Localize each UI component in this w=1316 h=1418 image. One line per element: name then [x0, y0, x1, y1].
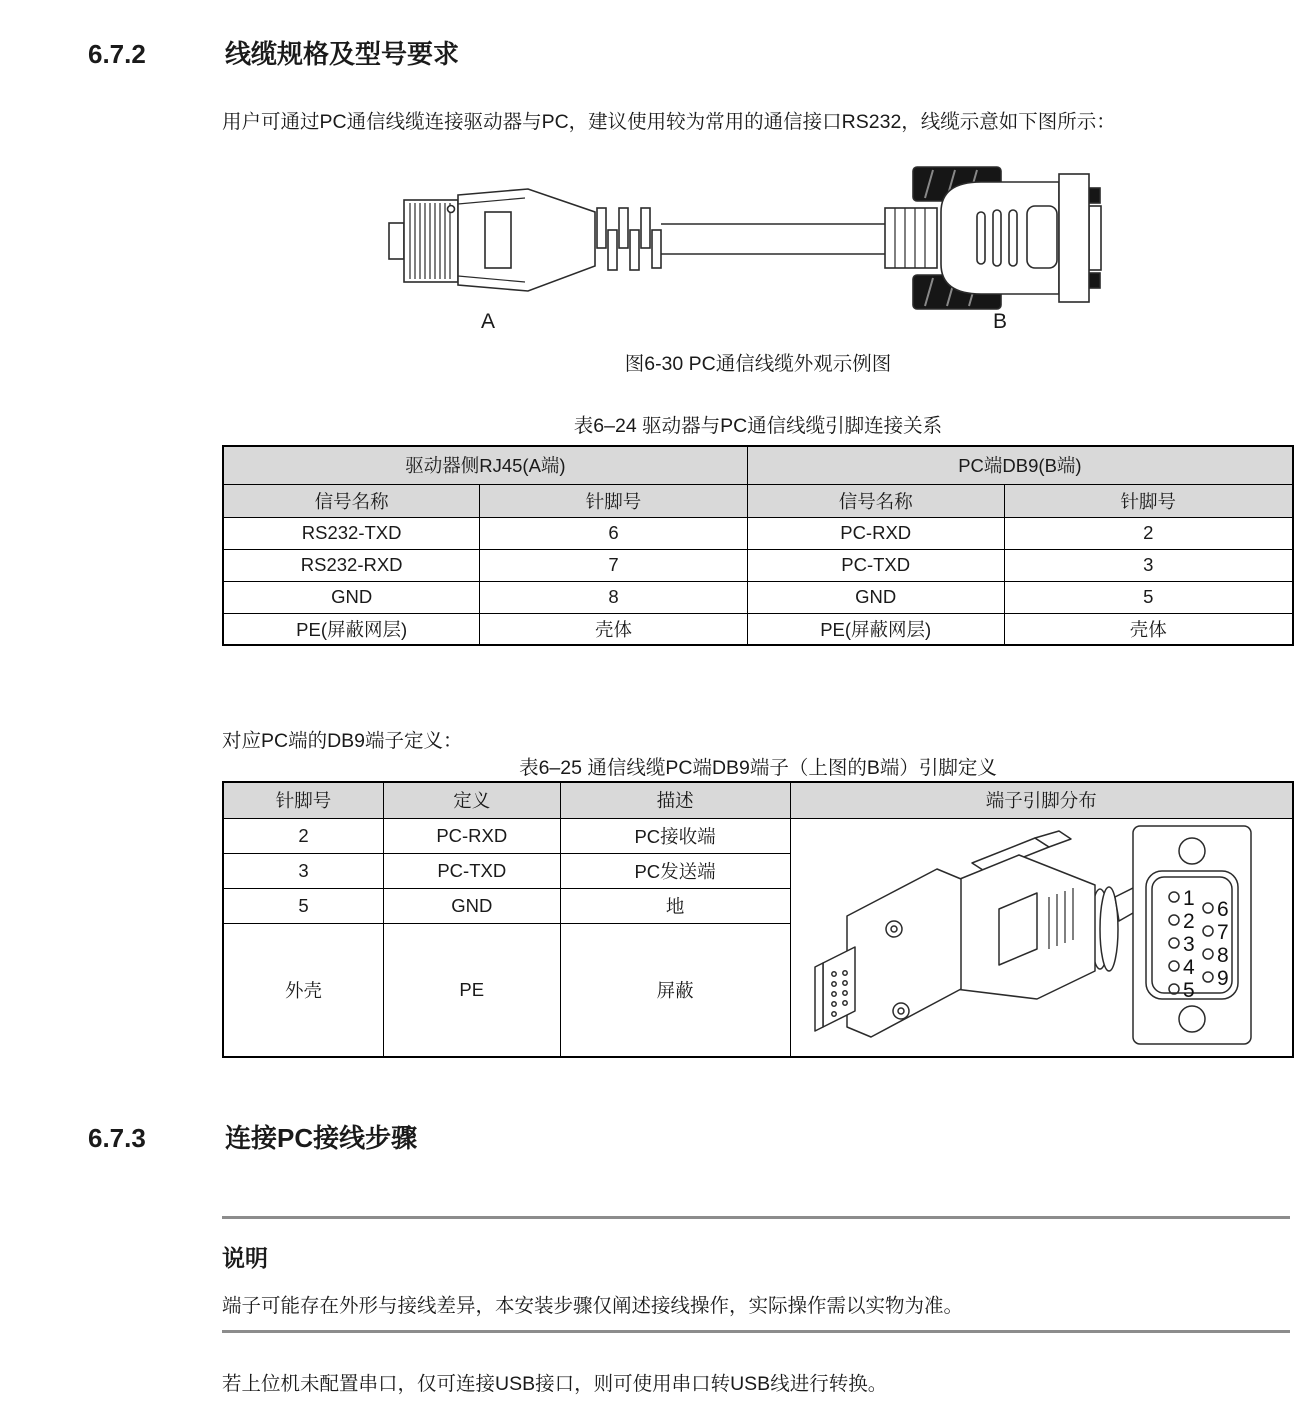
note-bottom-rule — [222, 1330, 1290, 1333]
table24-caption: 表6–24 驱动器与PC通信线缆引脚连接关系 — [573, 415, 943, 437]
table-row — [223, 782, 1293, 818]
cell: GND — [223, 581, 480, 613]
group-header-rj45: 驱动器侧RJ45(A端) — [223, 446, 747, 484]
figure-caption: 图6-30 PC通信线缆外观示例图 — [624, 353, 892, 375]
db9-intro-paragraph: 对应PC端的DB9端子定义： — [222, 730, 463, 752]
cell: 8 — [480, 581, 748, 613]
cell: PC发送端 — [560, 853, 790, 888]
db9-connector-drawing — [885, 167, 1101, 309]
note-top-rule — [222, 1216, 1290, 1219]
cell: 地 — [560, 888, 790, 923]
pin-label-2: 2 — [1183, 909, 1195, 933]
cell: 7 — [480, 549, 748, 581]
pin-layout-diagram — [797, 821, 1285, 1049]
section-673-heading — [88, 1118, 417, 1155]
db9-3d-drawing — [815, 831, 1177, 1037]
col-header: 信号名称 — [223, 484, 480, 517]
db9-pin-definition-table — [222, 781, 1294, 1058]
section-673-number: 6.7.3 — [88, 1123, 146, 1153]
pin-label-1: 1 — [1183, 886, 1195, 910]
cell: PC-TXD — [384, 853, 561, 888]
cell: 壳体 — [480, 613, 748, 645]
cell: PE(屏蔽网层) — [223, 613, 480, 645]
table-row — [223, 613, 1293, 645]
cell: PC接收端 — [560, 818, 790, 853]
table-row — [223, 818, 1293, 853]
table-row — [223, 446, 1293, 484]
pin-label-7: 7 — [1217, 920, 1229, 944]
note-body: 端子可能存在外形与接线差异，本安装步骤仅阐述接线操作，实际操作需以实物为准。 — [222, 1295, 964, 1317]
col-header: 描述 — [560, 782, 790, 818]
section-672-title: 线缆规格及型号要求 — [225, 39, 460, 69]
cell: PE — [384, 924, 561, 1057]
col-header: 端子引脚分布 — [790, 782, 1293, 818]
cell: RS232-RXD — [223, 549, 480, 581]
intro-paragraph: 用户可通过PC通信线缆连接驱动器与PC，建议使用较为常用的通信接口RS232，线缆示意如下图所示： — [222, 111, 1116, 133]
table-row — [223, 517, 1293, 549]
cell: 壳体 — [1004, 613, 1293, 645]
cell: PE(屏蔽网层) — [747, 613, 1004, 645]
cell: 6 — [480, 517, 748, 549]
cell: 5 — [223, 888, 384, 923]
cell: PC-RXD — [384, 818, 561, 853]
cell: PC-RXD — [747, 517, 1004, 549]
col-header: 针脚号 — [1004, 484, 1293, 517]
pin-layout-cell — [790, 818, 1293, 1057]
table-row — [223, 484, 1293, 517]
pin-label-6: 6 — [1217, 897, 1229, 921]
cell: GND — [384, 888, 561, 923]
rj45-connector-drawing — [389, 189, 661, 291]
cell: 3 — [223, 853, 384, 888]
cable-end-a-label: A — [481, 310, 496, 333]
pin-label-3: 3 — [1183, 932, 1195, 956]
pin-connection-table — [222, 445, 1294, 646]
col-header: 针脚号 — [480, 484, 748, 517]
cell: GND — [747, 581, 1004, 613]
col-header: 定义 — [384, 782, 561, 818]
table-row — [223, 581, 1293, 613]
section-672-heading — [88, 34, 459, 71]
cell: 外壳 — [223, 924, 384, 1057]
col-header: 针脚号 — [223, 782, 384, 818]
cable-end-b-label: B — [993, 310, 1008, 333]
cell: 3 — [1004, 549, 1293, 581]
pc-cable-figure — [385, 162, 1103, 334]
pin-label-8: 8 — [1217, 943, 1229, 967]
closing-paragraph: 若上位机未配置串口，仅可连接USB接口，则可使用串口转USB线进行转换。 — [222, 1373, 888, 1395]
section-672-number: 6.7.2 — [88, 39, 146, 69]
table-row — [223, 549, 1293, 581]
pin-label-4: 4 — [1183, 955, 1195, 979]
cell: 2 — [1004, 517, 1293, 549]
cell: 5 — [1004, 581, 1293, 613]
group-header-db9: PC端DB9(B端) — [747, 446, 1293, 484]
cell: RS232-TXD — [223, 517, 480, 549]
section-673-title: 连接PC接线步骤 — [225, 1123, 418, 1153]
cell: PC-TXD — [747, 549, 1004, 581]
cell: 2 — [223, 818, 384, 853]
pin-label-9: 9 — [1217, 966, 1229, 990]
cell: 屏蔽 — [560, 924, 790, 1057]
col-header: 信号名称 — [747, 484, 1004, 517]
pin-label-5: 5 — [1183, 978, 1195, 1002]
table25-caption: 表6–25 通信线缆PC端DB9端子（上图的B端）引脚定义 — [519, 757, 997, 779]
note-title: 说明 — [222, 1245, 268, 1271]
cable-lines — [661, 224, 885, 254]
